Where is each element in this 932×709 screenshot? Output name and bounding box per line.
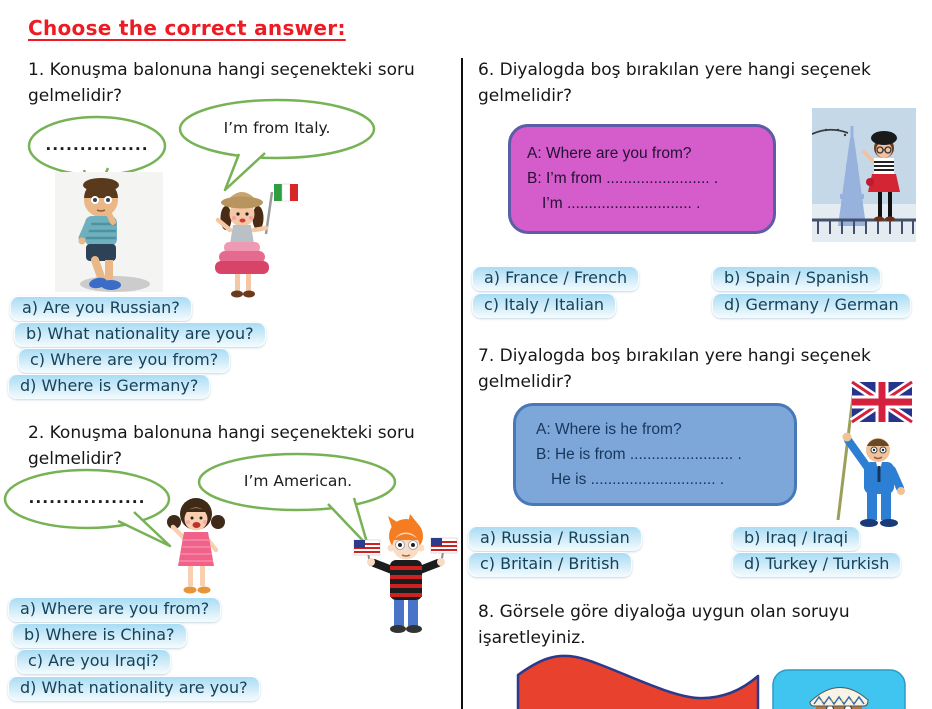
q6-dialog-line-3: I’m ............................. .	[542, 195, 701, 213]
q7-dialog-box	[513, 403, 797, 506]
taqiyah-boy-illustration	[772, 668, 906, 709]
q7-option-b[interactable]: b) Iraq / Iraqi	[732, 526, 860, 551]
question-6-text: 6. Diyalogda boş bırakılan yere hangi seçenek gelmelidir?	[478, 60, 871, 107]
question-2-text: 2. Konuşma balonuna hangi seçenekteki soru gelmelidir?	[28, 423, 415, 470]
italian-girl-illustration	[196, 178, 300, 304]
question-1-text: 1. Konuşma balonuna hangi seçenekteki soru gelmelidir?	[28, 60, 415, 107]
q7-option-c[interactable]: c) Britain / British	[468, 552, 632, 577]
q2-bubble-left-text: .................	[28, 489, 146, 507]
q2-option-a[interactable]: a) Where are you from?	[8, 597, 221, 622]
american-boy-illustration	[352, 514, 458, 634]
q7-option-a[interactable]: a) Russia / Russian	[468, 526, 642, 551]
q1-bubble-right-text: I’m from Italy.	[223, 119, 331, 137]
waving-girl-illustration	[158, 494, 234, 600]
q7-dialog-line-3: He is ............................. .	[551, 471, 725, 489]
q1-option-b[interactable]: b) What nationality are you?	[14, 322, 266, 347]
q6-option-c[interactable]: c) Italy / Italian	[472, 293, 616, 318]
q2-option-d[interactable]: d) What nationality are you?	[8, 676, 260, 701]
question-8-text: 8. Görsele göre diyaloğa uygun olan soruyu işaretleyiniz.	[478, 602, 850, 649]
question-7-text: 7. Diyalogda boş bırakılan yere hangi seçenek gelmelidir?	[478, 346, 871, 393]
q6-option-b[interactable]: b) Spain / Spanish	[712, 266, 881, 291]
page-title: Choose the correct answer:	[28, 16, 346, 40]
q2-option-c[interactable]: c) Are you Iraqi?	[16, 649, 171, 674]
union-jack-flag-icon	[852, 382, 912, 422]
q1-option-c[interactable]: c) Where are you from?	[18, 348, 230, 373]
q6-option-a[interactable]: a) France / French	[472, 266, 639, 291]
q2-bubble-right-text: I’m American.	[243, 472, 353, 490]
british-man-illustration	[812, 380, 932, 530]
q7-dialog-line-1: A: Where is he from?	[536, 421, 682, 438]
q7-dialog-line-2: B: He is from ........................ .	[536, 446, 742, 464]
q6-option-d[interactable]: d) Germany / German	[712, 293, 911, 318]
q1-bubble-left-text: ...............	[45, 136, 149, 154]
q1-option-d[interactable]: d) Where is Germany?	[8, 374, 210, 399]
red-wavy-shape-illustration	[514, 650, 764, 709]
q6-dialog-box	[508, 124, 776, 234]
q6-dialog-line-1: A: Where are you from?	[527, 145, 692, 162]
column-divider	[461, 58, 463, 709]
q2-option-b[interactable]: b) Where is China?	[12, 623, 187, 648]
paris-girl-illustration	[812, 108, 916, 242]
q2-speech-bubble-left	[2, 468, 176, 558]
q7-option-d[interactable]: d) Turkey / Turkish	[732, 552, 901, 577]
thinking-boy-illustration	[53, 170, 165, 296]
italian-flag-icon	[266, 184, 298, 234]
q1-option-a[interactable]: a) Are you Russian?	[10, 296, 192, 321]
q6-dialog-line-2: B: I’m from ........................ .	[527, 170, 719, 188]
